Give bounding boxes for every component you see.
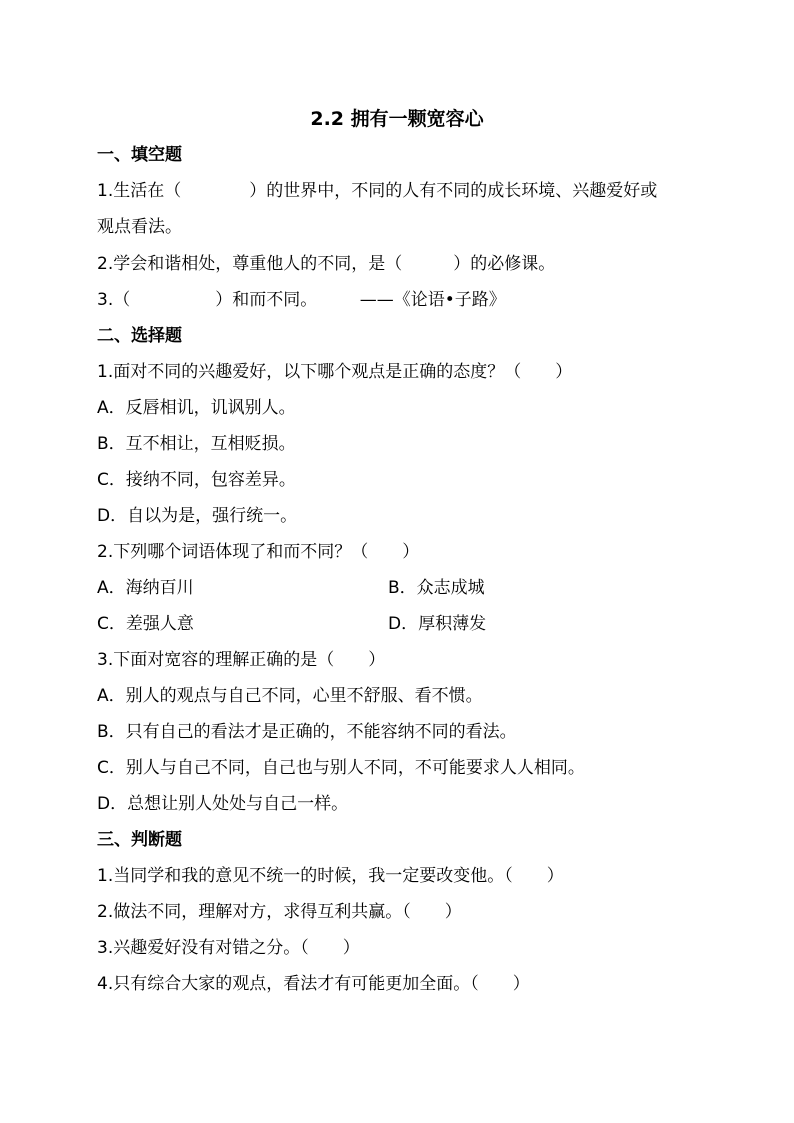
fill-blank-q2: 2.学会和谐相处，尊重他人的不同，是（ ）的必修课。 [97, 254, 556, 274]
judge-item-3: 3.兴趣爱好没有对错之分。（ ） [97, 938, 360, 958]
choice-q3-option-c: C．别人与自己不同，自己也与别人不同，不可能要求人人相同。 [97, 758, 585, 778]
choice-q3-option-d: D．总想让别人处处与自己一样。 [97, 794, 349, 814]
choice-q1-option-c: C．接纳不同，包容差异。 [97, 470, 296, 490]
section-heading-fill-blank: 一、填空题 [97, 145, 182, 165]
choice-q1-option-b: B．互不相让，互相贬损。 [97, 434, 296, 454]
section-heading-judge: 三、判断题 [97, 830, 182, 850]
choice-q2-option-a: A．海纳百川 [97, 578, 194, 598]
judge-item-1: 1.当同学和我的意见不统一的时候，我一定要改变他。（ ） [97, 866, 564, 886]
choice-q1-option-a: A．反唇相讥，讥讽别人。 [97, 398, 296, 418]
choice-q2-option-d: D．厚积薄发 [388, 614, 487, 634]
fill-blank-q1-line1: 1.生活在（ ）的世界中，不同的人有不同的成长环境、兴趣爱好或 [97, 181, 658, 201]
choice-q3-stem: 3.下面对宽容的理解正确的是（ ） [97, 650, 386, 670]
choice-q3-option-b: B．只有自己的看法才是正确的，不能容纳不同的看法。 [97, 722, 517, 742]
choice-q2-stem: 2.下列哪个词语体现了和而不同？（ ） [97, 542, 420, 562]
section-heading-choice: 二、选择题 [97, 326, 182, 346]
choice-q2-option-b: B．众志成城 [388, 578, 485, 598]
choice-q3-option-a: A．别人的观点与自己不同，心里不舒服、看不惯。 [97, 686, 483, 706]
fill-blank-q1-line2: 观点看法。 [97, 217, 182, 237]
page-title: 2.2 拥有一颗宽容心 [310, 108, 484, 130]
choice-q1-option-d: D．自以为是，强行统一。 [97, 506, 298, 526]
choice-q2-option-c: C．差强人意 [97, 614, 194, 634]
judge-item-4: 4.只有综合大家的观点，看法才有可能更加全面。（ ） [97, 974, 530, 994]
choice-q1-stem: 1.面对不同的兴趣爱好，以下哪个观点是正确的态度？（ ） [97, 362, 573, 382]
fill-blank-q3: 3.（ ）和而不同。 ——《论语•子路》 [97, 290, 506, 310]
judge-item-2: 2.做法不同，理解对方，求得互利共赢。（ ） [97, 902, 462, 922]
